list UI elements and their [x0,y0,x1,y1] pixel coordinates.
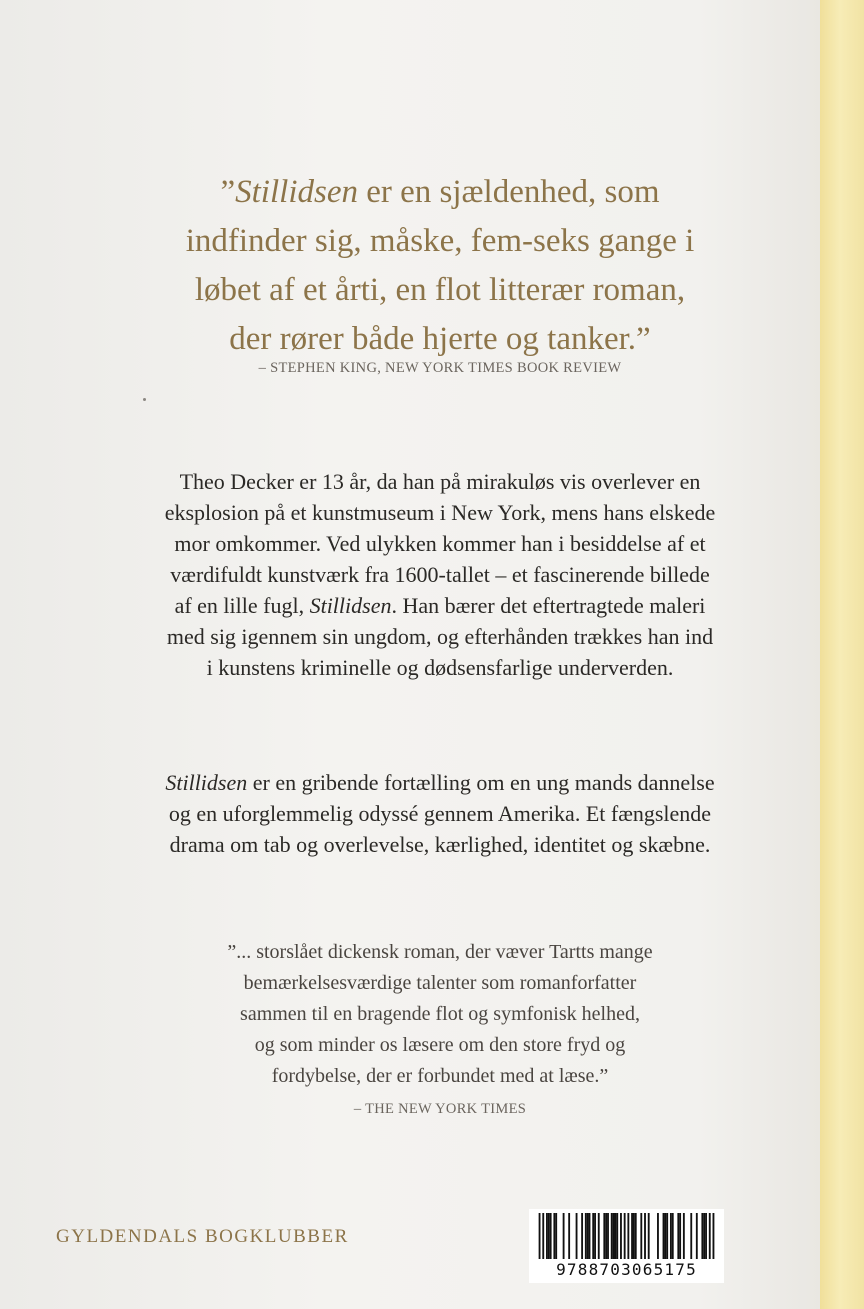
barcode-bar [589,1213,591,1259]
barcode-bar [663,1213,665,1259]
barcode-bar [657,1213,659,1259]
secondary-review-quote: ”... storslået dickensk roman, der væver Tartts mange bemærkelsesværdige talenter som romanforfatter sammen til en bragende flot og symfonisk helhed, og som minder os læsere om den store fryd og fordybelse, der er forbundet med at læse.” [227,941,653,1087]
barcode-bar [696,1213,698,1259]
barcode-bar [555,1213,557,1259]
synopsis-paragraph-1: Theo Decker er 13 år, da han på mirakuløs vis overlever en eksplosion på et kunstmuseum i New York, mens hans elskede mor omkommer. Ved ulykken kommer han i besiddelse af et værdifuldt kunstværk fra 1600-tallet – et fascinerende billede af en lille fugl, Stillidsen. Han bærer det eftertragtede maleri med sig igennem sin ungdom, og efterhånden trækkes han ind i kunstens kriminelle og dødsensfarlige underverden. [164,469,716,680]
barcode-bar [542,1213,544,1259]
book-title-italic: Stillidsen [309,593,392,618]
barcode-bar [648,1213,650,1259]
barcode-bar [581,1213,583,1259]
barcode-bar [690,1213,692,1259]
barcode-bar [603,1213,605,1259]
barcode-bar [539,1213,541,1259]
barcode-bar [553,1213,555,1259]
barcode-bar [666,1213,668,1259]
barcode-bar [677,1213,679,1259]
barcode-bar [709,1213,711,1259]
barcode-bar [605,1213,607,1259]
isbn-number: 9788703065175 [556,1260,697,1279]
barcode-bar [614,1213,616,1259]
barcode-bar [607,1213,609,1259]
isbn-barcode [529,1209,724,1283]
barcode-bar [563,1213,565,1259]
barcode-bar [631,1213,633,1259]
barcode-bar [587,1213,589,1259]
barcode-bar [701,1213,703,1259]
barcode-bar [576,1213,578,1259]
barcode-bar [620,1213,622,1259]
barcode-bar [705,1213,707,1259]
barcode-bar [713,1213,715,1259]
barcode-bar [598,1213,600,1259]
barcode-bar [550,1213,552,1259]
barcode-bar [640,1213,642,1259]
barcode-bar [683,1213,685,1259]
barcode-bar [627,1213,629,1259]
barcode-bar [568,1213,570,1259]
barcode-bar [592,1213,594,1259]
barcode-bar [546,1213,548,1259]
barcode-bar [664,1213,666,1259]
book-title-italic: Stillidsen [235,174,358,210]
barcode-bar [613,1213,615,1259]
book-title-italic: Stillidsen [165,770,248,795]
barcode-bar [635,1213,637,1259]
barcode-bar [611,1213,613,1259]
publisher-name: GYLDENDALS BOGKLUBBER [56,1226,349,1247]
barcode-bars [529,1209,724,1261]
barcode-bar [672,1213,674,1259]
barcode-bar [633,1213,635,1259]
barcode-bar [585,1213,587,1259]
barcode-bar [616,1213,618,1259]
paper-speck [143,398,146,401]
barcode-bar [594,1213,596,1259]
barcode-bar [679,1213,681,1259]
barcode-bar [624,1213,626,1259]
barcode-bar [644,1213,646,1259]
featured-review-attribution: – STEPHEN KING, NEW YORK TIMES BOOK REVIEW [258,360,622,376]
featured-review-quote: ”Stillidsen er en sjældenhed, som indfinder sig, måske, fem-seks gange i løbet af et årti, en flot litterær roman, der rører både hjerte og tanker.” [185,174,695,357]
book-spine-edge [820,0,864,1309]
barcode-bar [548,1213,550,1259]
synopsis-paragraph-2: Stillidsen er en gribende fortælling om en ung mands dannelse og en uforglemmelig odyssé gennem Amerika. Et fængslende drama om tab og overlevelse, kærlighed, identitet og skæbne. [165,770,715,857]
barcode-bar [670,1213,672,1259]
secondary-review-attribution: – THE NEW YORK TIMES [353,1101,527,1117]
barcode-bar [703,1213,705,1259]
